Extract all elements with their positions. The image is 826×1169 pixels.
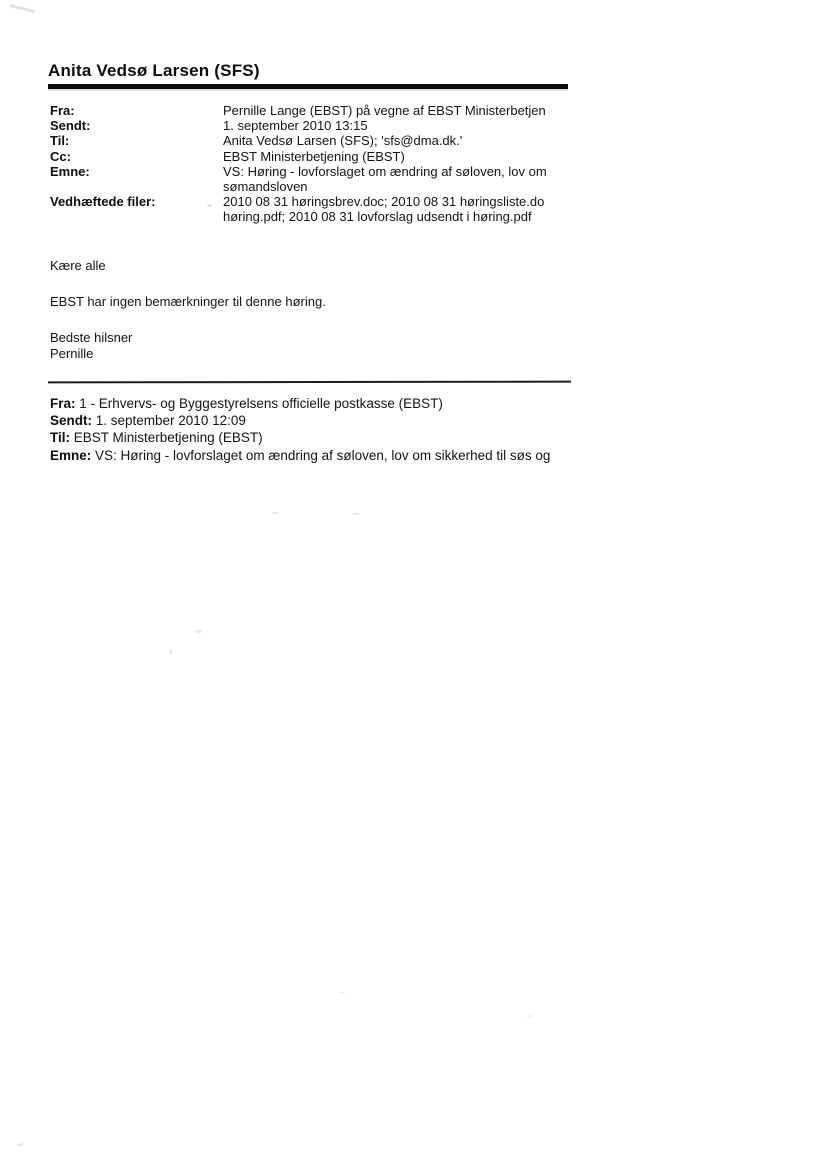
field-value-line: sømandsloven xyxy=(223,179,308,195)
quoted-email-divider xyxy=(48,381,571,384)
scan-artifact xyxy=(527,1015,531,1017)
quoted-row-sendt xyxy=(50,412,610,429)
field-value-line: Pernille Lange (EBST) på vegne af EBST Ministerbetjen xyxy=(223,103,546,118)
field-label-attachments: Vedhæftede filer: xyxy=(50,194,156,210)
quoted-value-fra: 1 - Erhvervs- og Byggestyrelsens officielle postkasse (EBST) xyxy=(79,396,443,411)
field-value-attachments xyxy=(223,194,610,224)
quoted-value-emne: VS: Høring - lovforslaget om ændring af søloven, lov om sikkerhed til søs og xyxy=(95,447,551,463)
scan-artifact xyxy=(9,4,35,13)
scan-artifact xyxy=(272,512,278,514)
quoted-email-header xyxy=(50,395,610,464)
quoted-label-emne: Emne: xyxy=(50,447,96,463)
field-value-line: Anita Vedsø Larsen (SFS); 'sfs@dma.dk.' xyxy=(223,133,463,149)
field-label-cc: Cc: xyxy=(50,148,71,164)
field-label-emne: Emne: xyxy=(50,163,90,179)
quoted-label-fra: Fra: xyxy=(50,396,80,411)
field-value-fra xyxy=(223,103,610,118)
field-value-cc xyxy=(223,149,610,164)
header-row-fra xyxy=(50,103,610,118)
field-value-sendt xyxy=(223,118,610,133)
quoted-value-til: EBST Ministerbetjening (EBST) xyxy=(73,430,263,446)
header-row-emne xyxy=(50,164,610,194)
field-label-til: Til: xyxy=(50,133,70,149)
field-value-til xyxy=(223,133,610,148)
attachment-list-line: høring.pdf; 2010 08 31 lovforslag udsendt i høring.pdf xyxy=(223,209,532,225)
field-value-emne xyxy=(223,164,610,194)
page-title: Anita Vedsø Larsen (SFS) xyxy=(48,61,260,80)
body-signature: Pernille xyxy=(50,346,94,361)
quoted-value-sendt: 1. september 2010 12:09 xyxy=(95,413,246,429)
scan-artifact xyxy=(169,649,172,654)
field-value-line: 1. september 2010 13:15 xyxy=(223,118,368,134)
field-label-fra: Fra: xyxy=(50,103,75,118)
header-row-cc xyxy=(50,149,610,164)
body-message: EBST har ingen bemærkninger til denne høring. xyxy=(50,294,326,309)
quoted-label-sendt: Sendt: xyxy=(50,413,96,429)
header-row-til xyxy=(50,133,610,148)
quoted-row-emne xyxy=(50,447,610,464)
header-row-sendt xyxy=(50,118,610,133)
scan-artifact xyxy=(352,513,360,515)
field-label-sendt: Sendt: xyxy=(50,118,91,134)
field-value-line: VS: Høring - lovforslaget om ændring af søloven, lov om xyxy=(223,163,547,179)
quoted-row-fra xyxy=(50,395,610,412)
scan-artifact xyxy=(339,992,345,994)
email-header-block xyxy=(50,103,610,225)
quoted-label-til: Til: xyxy=(50,430,74,446)
scan-artifact xyxy=(17,1142,25,1147)
quoted-row-til xyxy=(50,429,610,446)
body-signoff: Bedste hilsner xyxy=(50,330,133,345)
header-row-attachments xyxy=(50,194,610,224)
field-value-line: EBST Ministerbetjening (EBST) xyxy=(223,148,405,164)
body-greeting: Kære alle xyxy=(50,258,106,273)
scan-artifact xyxy=(195,630,202,633)
title-underline xyxy=(48,84,568,89)
attachment-list-line: 2010 08 31 høringsbrev.doc; 2010 08 31 høringsliste.do xyxy=(223,194,545,210)
